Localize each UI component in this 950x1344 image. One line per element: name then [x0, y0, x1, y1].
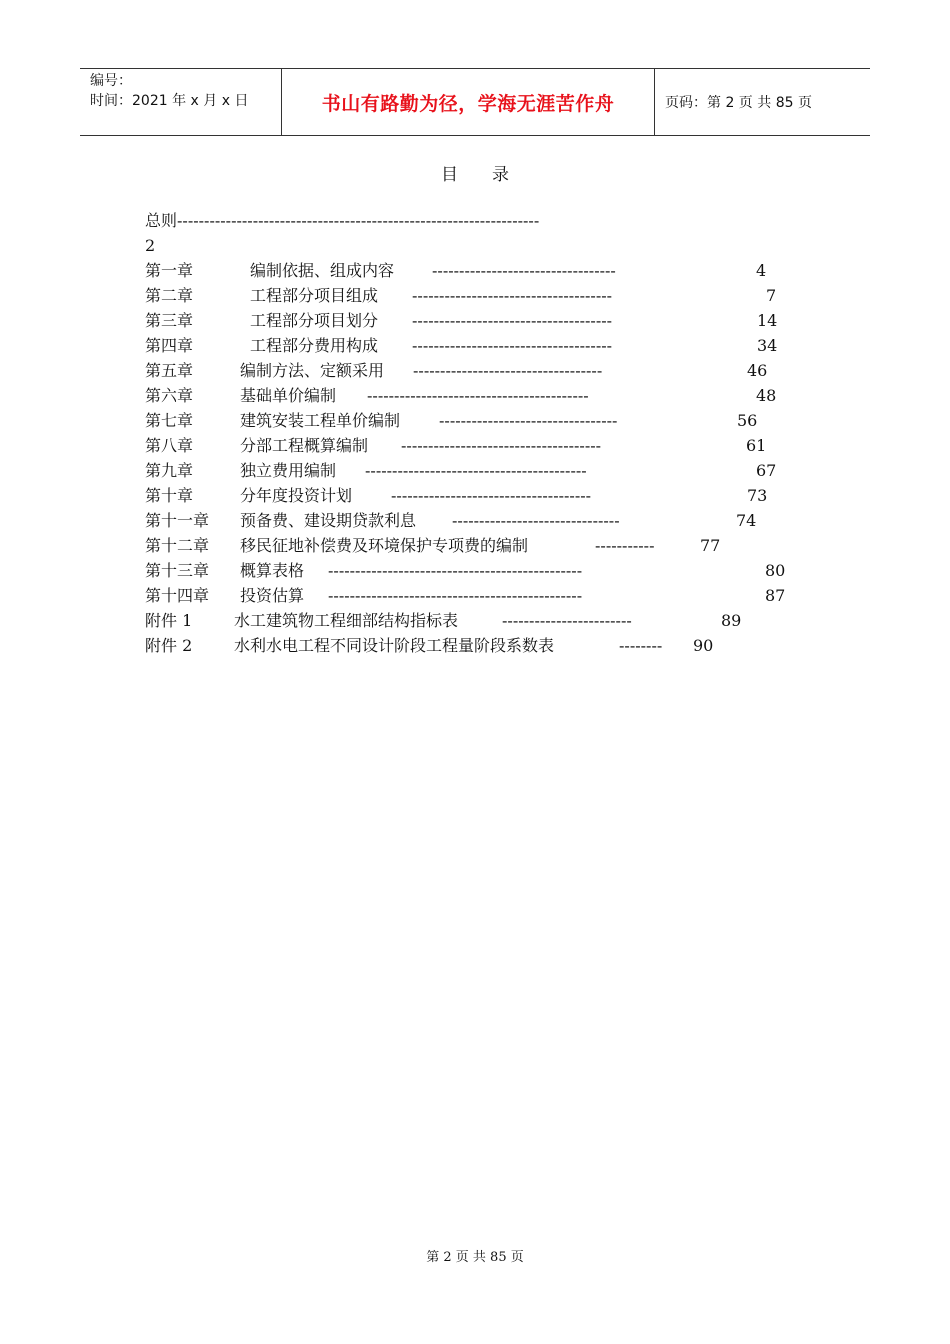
- toc-entry-chapter: 第一章: [145, 261, 194, 280]
- toc-entry-leader: -----------------------------------------------: [328, 586, 583, 605]
- toc-entry-general-page-row: [145, 233, 825, 258]
- toc-entry-title: 预备费、建设期贷款利息: [240, 511, 417, 530]
- toc-entry[interactable]: [145, 483, 825, 508]
- header-meta: [80, 69, 281, 135]
- toc-entry-chapter: 第六章: [145, 386, 194, 405]
- toc-entry[interactable]: [145, 533, 825, 558]
- toc-entry[interactable]: [145, 608, 825, 633]
- toc-entry-title: 分年度投资计划: [240, 486, 353, 505]
- toc-entry-leader: ---------------------------------: [439, 411, 618, 430]
- toc-title-char-2: 录: [492, 165, 509, 185]
- toc-entry-page: 61: [746, 436, 767, 455]
- toc-entry-chapter: 第九章: [145, 461, 194, 480]
- document-time-label: 时间：2021 年 x 月 x 日: [90, 93, 249, 109]
- page-footer: 第 2 页 共 85 页: [426, 1250, 524, 1265]
- toc-entry[interactable]: [145, 333, 825, 358]
- toc-entry-page: 87: [765, 586, 786, 605]
- toc-entry-page: 90: [693, 636, 714, 655]
- toc-entry-title: 基础单价编制: [240, 386, 337, 405]
- toc-entry-title: 工程部分项目划分: [250, 311, 379, 330]
- toc-entry-page: 56: [737, 411, 758, 430]
- toc-entry-title: 编制方法、定额采用: [240, 361, 385, 380]
- toc-entry[interactable]: [145, 433, 825, 458]
- document-number-label: 编号：: [90, 73, 132, 89]
- toc-entry[interactable]: [145, 383, 825, 408]
- toc-entry-chapter: 第三章: [145, 311, 194, 330]
- toc-entry-leader: -------------------------------------: [412, 311, 613, 330]
- toc-entry[interactable]: [145, 508, 825, 533]
- toc-entry-leader: -------------------------------------: [412, 286, 613, 305]
- toc-entry[interactable]: [145, 633, 825, 658]
- toc-entry-page: 2: [145, 236, 156, 255]
- toc-entry-title: 投资估算: [240, 586, 305, 605]
- toc-entry-page: 89: [721, 611, 742, 630]
- toc-entry-chapter: 第五章: [145, 361, 194, 380]
- toc-entry-title: 移民征地补偿费及环境保护专项费的编制: [240, 536, 529, 555]
- toc-entry-leader: -------------------------------------: [391, 486, 592, 505]
- toc-entry-page: 48: [756, 386, 777, 405]
- toc-entry-chapter: 第七章: [145, 411, 194, 430]
- toc-entry-chapter: 附件 1: [145, 611, 193, 630]
- header-page-info: 页码：第 2 页 共 85 页: [665, 95, 812, 111]
- toc-entry-leader: --------: [619, 636, 663, 655]
- toc-entry-chapter: 第二章: [145, 286, 194, 305]
- toc-entry-leader: ------------------------: [502, 611, 632, 630]
- toc-entry-title: 分部工程概算编制: [240, 436, 369, 455]
- toc-entry-title: 工程部分费用构成: [250, 336, 379, 355]
- toc-entry-title: 概算表格: [240, 561, 305, 580]
- toc-entry-label: 总则: [145, 211, 178, 230]
- toc-entry-page: 67: [756, 461, 777, 480]
- toc-entry-chapter: 第十三章: [145, 561, 210, 580]
- toc-entry-chapter: 附件 2: [145, 636, 193, 655]
- toc-entry-chapter: 第十四章: [145, 586, 210, 605]
- toc-entry-general[interactable]: [145, 208, 825, 233]
- table-of-contents: [145, 208, 825, 658]
- toc-entry-title: 水工建筑物工程细部结构指标表: [234, 611, 459, 630]
- toc-entry-chapter: 第十二章: [145, 536, 210, 555]
- toc-entry-leader: ----------------------------------: [432, 261, 616, 280]
- toc-entry-page: 7: [766, 286, 777, 305]
- toc-entry-leader: -----------------------------------: [413, 361, 603, 380]
- toc-entry[interactable]: [145, 258, 825, 283]
- toc-entry-page: 80: [765, 561, 786, 580]
- toc-entry-page: 46: [747, 361, 768, 380]
- toc-title-char-1: 目: [441, 165, 458, 185]
- header-motto: 书山有路勤为径，学海无涯苦作舟: [321, 92, 615, 115]
- toc-entry-page: 74: [736, 511, 757, 530]
- header-motto-cell: [281, 69, 655, 135]
- toc-entry-leader: -----------------------------------------: [367, 386, 589, 405]
- toc-entry[interactable]: [145, 583, 825, 608]
- toc-entry-chapter: 第十一章: [145, 511, 210, 530]
- toc-entry-title: 水利水电工程不同设计阶段工程量阶段系数表: [234, 636, 555, 655]
- toc-entry[interactable]: [145, 358, 825, 383]
- toc-entry-chapter: 第八章: [145, 436, 194, 455]
- toc-entry-leader: -------------------------------------------------------------------: [177, 211, 540, 230]
- toc-entry-page: 77: [700, 536, 721, 555]
- toc-entry-page: 34: [757, 336, 778, 355]
- toc-entry-page: 73: [747, 486, 768, 505]
- toc-entry[interactable]: [145, 408, 825, 433]
- toc-entry-page: 14: [757, 311, 778, 330]
- toc-title: [0, 160, 950, 185]
- toc-entry-chapter: 第十章: [145, 486, 194, 505]
- toc-entry-chapter: 第四章: [145, 336, 194, 355]
- toc-entry-leader: -----------: [595, 536, 655, 555]
- toc-entry[interactable]: [145, 458, 825, 483]
- toc-entry-leader: -----------------------------------------------: [328, 561, 583, 580]
- toc-entry[interactable]: [145, 283, 825, 308]
- toc-entry-title: 建筑安装工程单价编制: [240, 411, 401, 430]
- toc-entry-leader: -------------------------------------: [401, 436, 602, 455]
- page-header: [80, 68, 870, 136]
- toc-entry-leader: -----------------------------------------: [365, 461, 587, 480]
- toc-entry-leader: -------------------------------------: [412, 336, 613, 355]
- toc-entry[interactable]: [145, 558, 825, 583]
- toc-entry[interactable]: [145, 308, 825, 333]
- toc-entry-leader: -------------------------------: [452, 511, 620, 530]
- toc-entry-title: 工程部分项目组成: [250, 286, 379, 305]
- toc-entry-title: 独立费用编制: [240, 461, 337, 480]
- toc-entry-page: 4: [756, 261, 767, 280]
- toc-entry-title: 编制依据、组成内容: [250, 261, 395, 280]
